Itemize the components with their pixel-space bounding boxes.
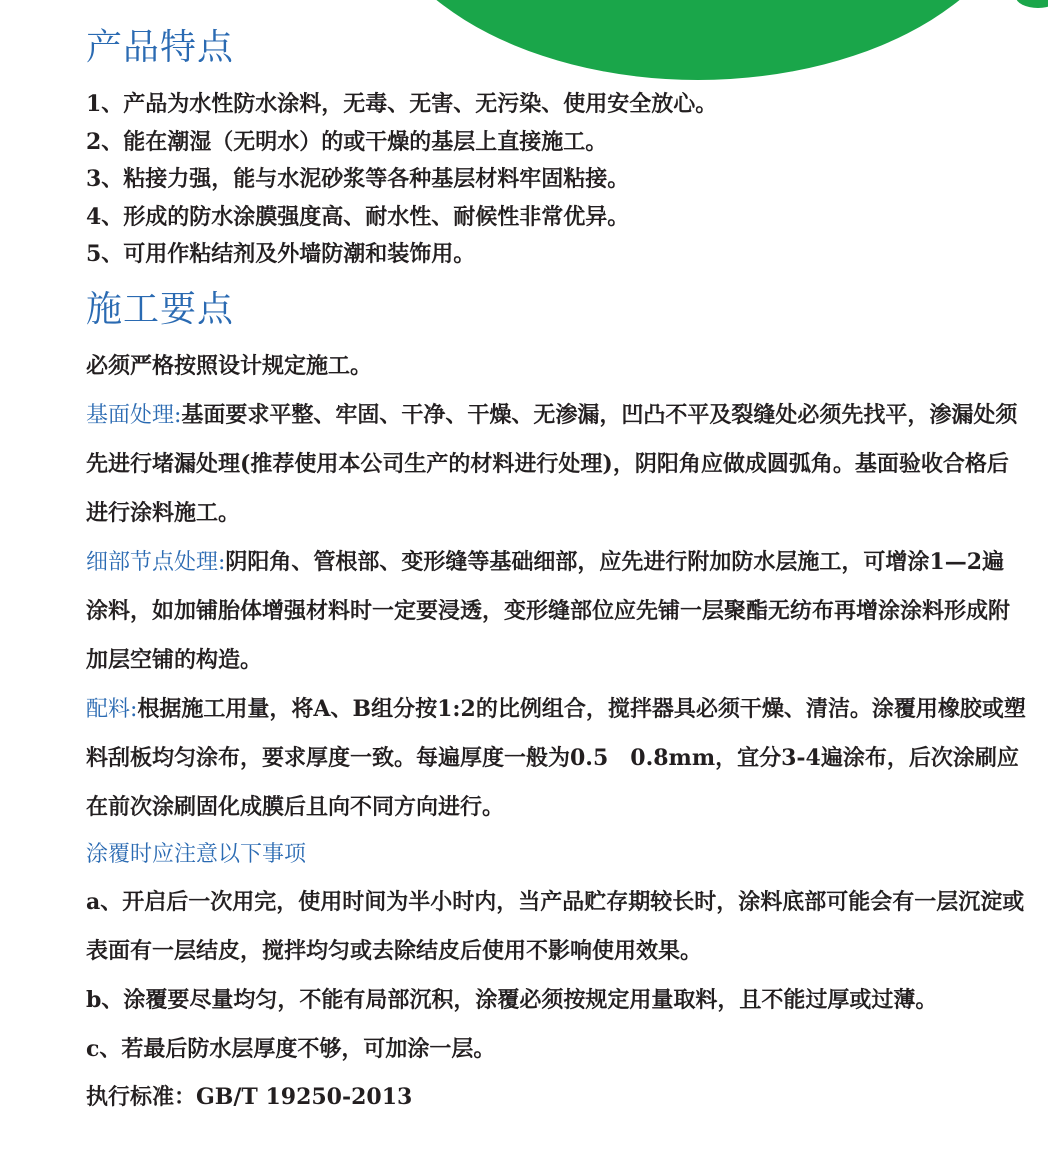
feature-item: 2、能在潮湿（无明水）的或干燥的基层上直接施工。 bbox=[86, 128, 608, 155]
features-title: 产品特点 bbox=[86, 27, 235, 68]
detail-treatment-text: 阴阳角、管根部、变形缝等基础细部，应先进行附加防水层施工，可增涂1—2遍涂料，如加铺胎体增强材料时一定要浸透，变形缝部位应先铺一层聚酯无纺布再增涂涂料形成附加层空铺的构造。 bbox=[86, 548, 1011, 673]
mixing-label: 配料: bbox=[86, 696, 138, 722]
base-treatment-label: 基面处理: bbox=[86, 402, 182, 428]
construction-intro: 必须严格按照设计规定施工。 bbox=[86, 352, 373, 379]
feature-item: 3、粘接力强，能与水泥砂浆等各种基层材料牢固粘接。 bbox=[86, 166, 630, 192]
construction-title: 施工要点 bbox=[86, 288, 235, 330]
mixing-text: 根据施工用量，将A、B组分按1:2的比例组合，搅拌器具必须干燥、清洁。涂覆用橡胶或塑料刮板均匀涂布，要求厚度一致。每遍厚度一般为0.5 0.8mm，宜分3-4遍涂布，后次涂刷应在前次涂刷固化成膜后且向不同方向进行。 bbox=[86, 695, 1026, 820]
detail-treatment-paragraph bbox=[86, 538, 1026, 685]
note-item-a: a、开启后一次用完，使用时间为半小时内，当产品贮存期较长时，涂料底部可能会有一层沉淀或表面有一层结皮，搅拌均匀或去除结皮后使用不影响使用效果。 bbox=[86, 888, 1025, 964]
feature-item: 5、可用作粘结剂及外墙防潮和装饰用。 bbox=[86, 241, 476, 267]
base-treatment-text: 基面要求平整、牢固、干净、干燥、无渗漏，凹凸不平及裂缝处必须先找平，渗漏处须先进行堵漏处理(推荐使用本公司生产的材料进行处理)，阴阳角应做成圆弧角。基面验收合格后进行涂料施工。 bbox=[86, 401, 1018, 526]
feature-list bbox=[86, 86, 1026, 274]
feature-item: 1、产品为水性防水涂料，无毒、无害、无污染、使用安全放心。 bbox=[86, 91, 718, 117]
notes-title: 涂覆时应注意以下事项 bbox=[86, 841, 307, 867]
green-decorative-dot bbox=[1016, 0, 1048, 8]
note-item-b: b、涂覆要尽量均匀，不能有局部沉积，涂覆必须按规定用量取料，且不能过厚或过薄。 bbox=[86, 986, 938, 1013]
base-treatment-paragraph bbox=[86, 391, 1026, 538]
execution-standard: 执行标准：GB/T 19250-2013 bbox=[86, 1083, 413, 1110]
feature-item: 4、形成的防水涂膜强度高、耐水性、耐候性非常优异。 bbox=[86, 203, 630, 230]
mixing-paragraph bbox=[86, 685, 1026, 832]
note-item-c: c、若最后防水层厚度不够，可加涂一层。 bbox=[86, 1035, 496, 1062]
detail-treatment-label: 细部节点处理: bbox=[86, 549, 226, 575]
document-content bbox=[86, 22, 1026, 1120]
